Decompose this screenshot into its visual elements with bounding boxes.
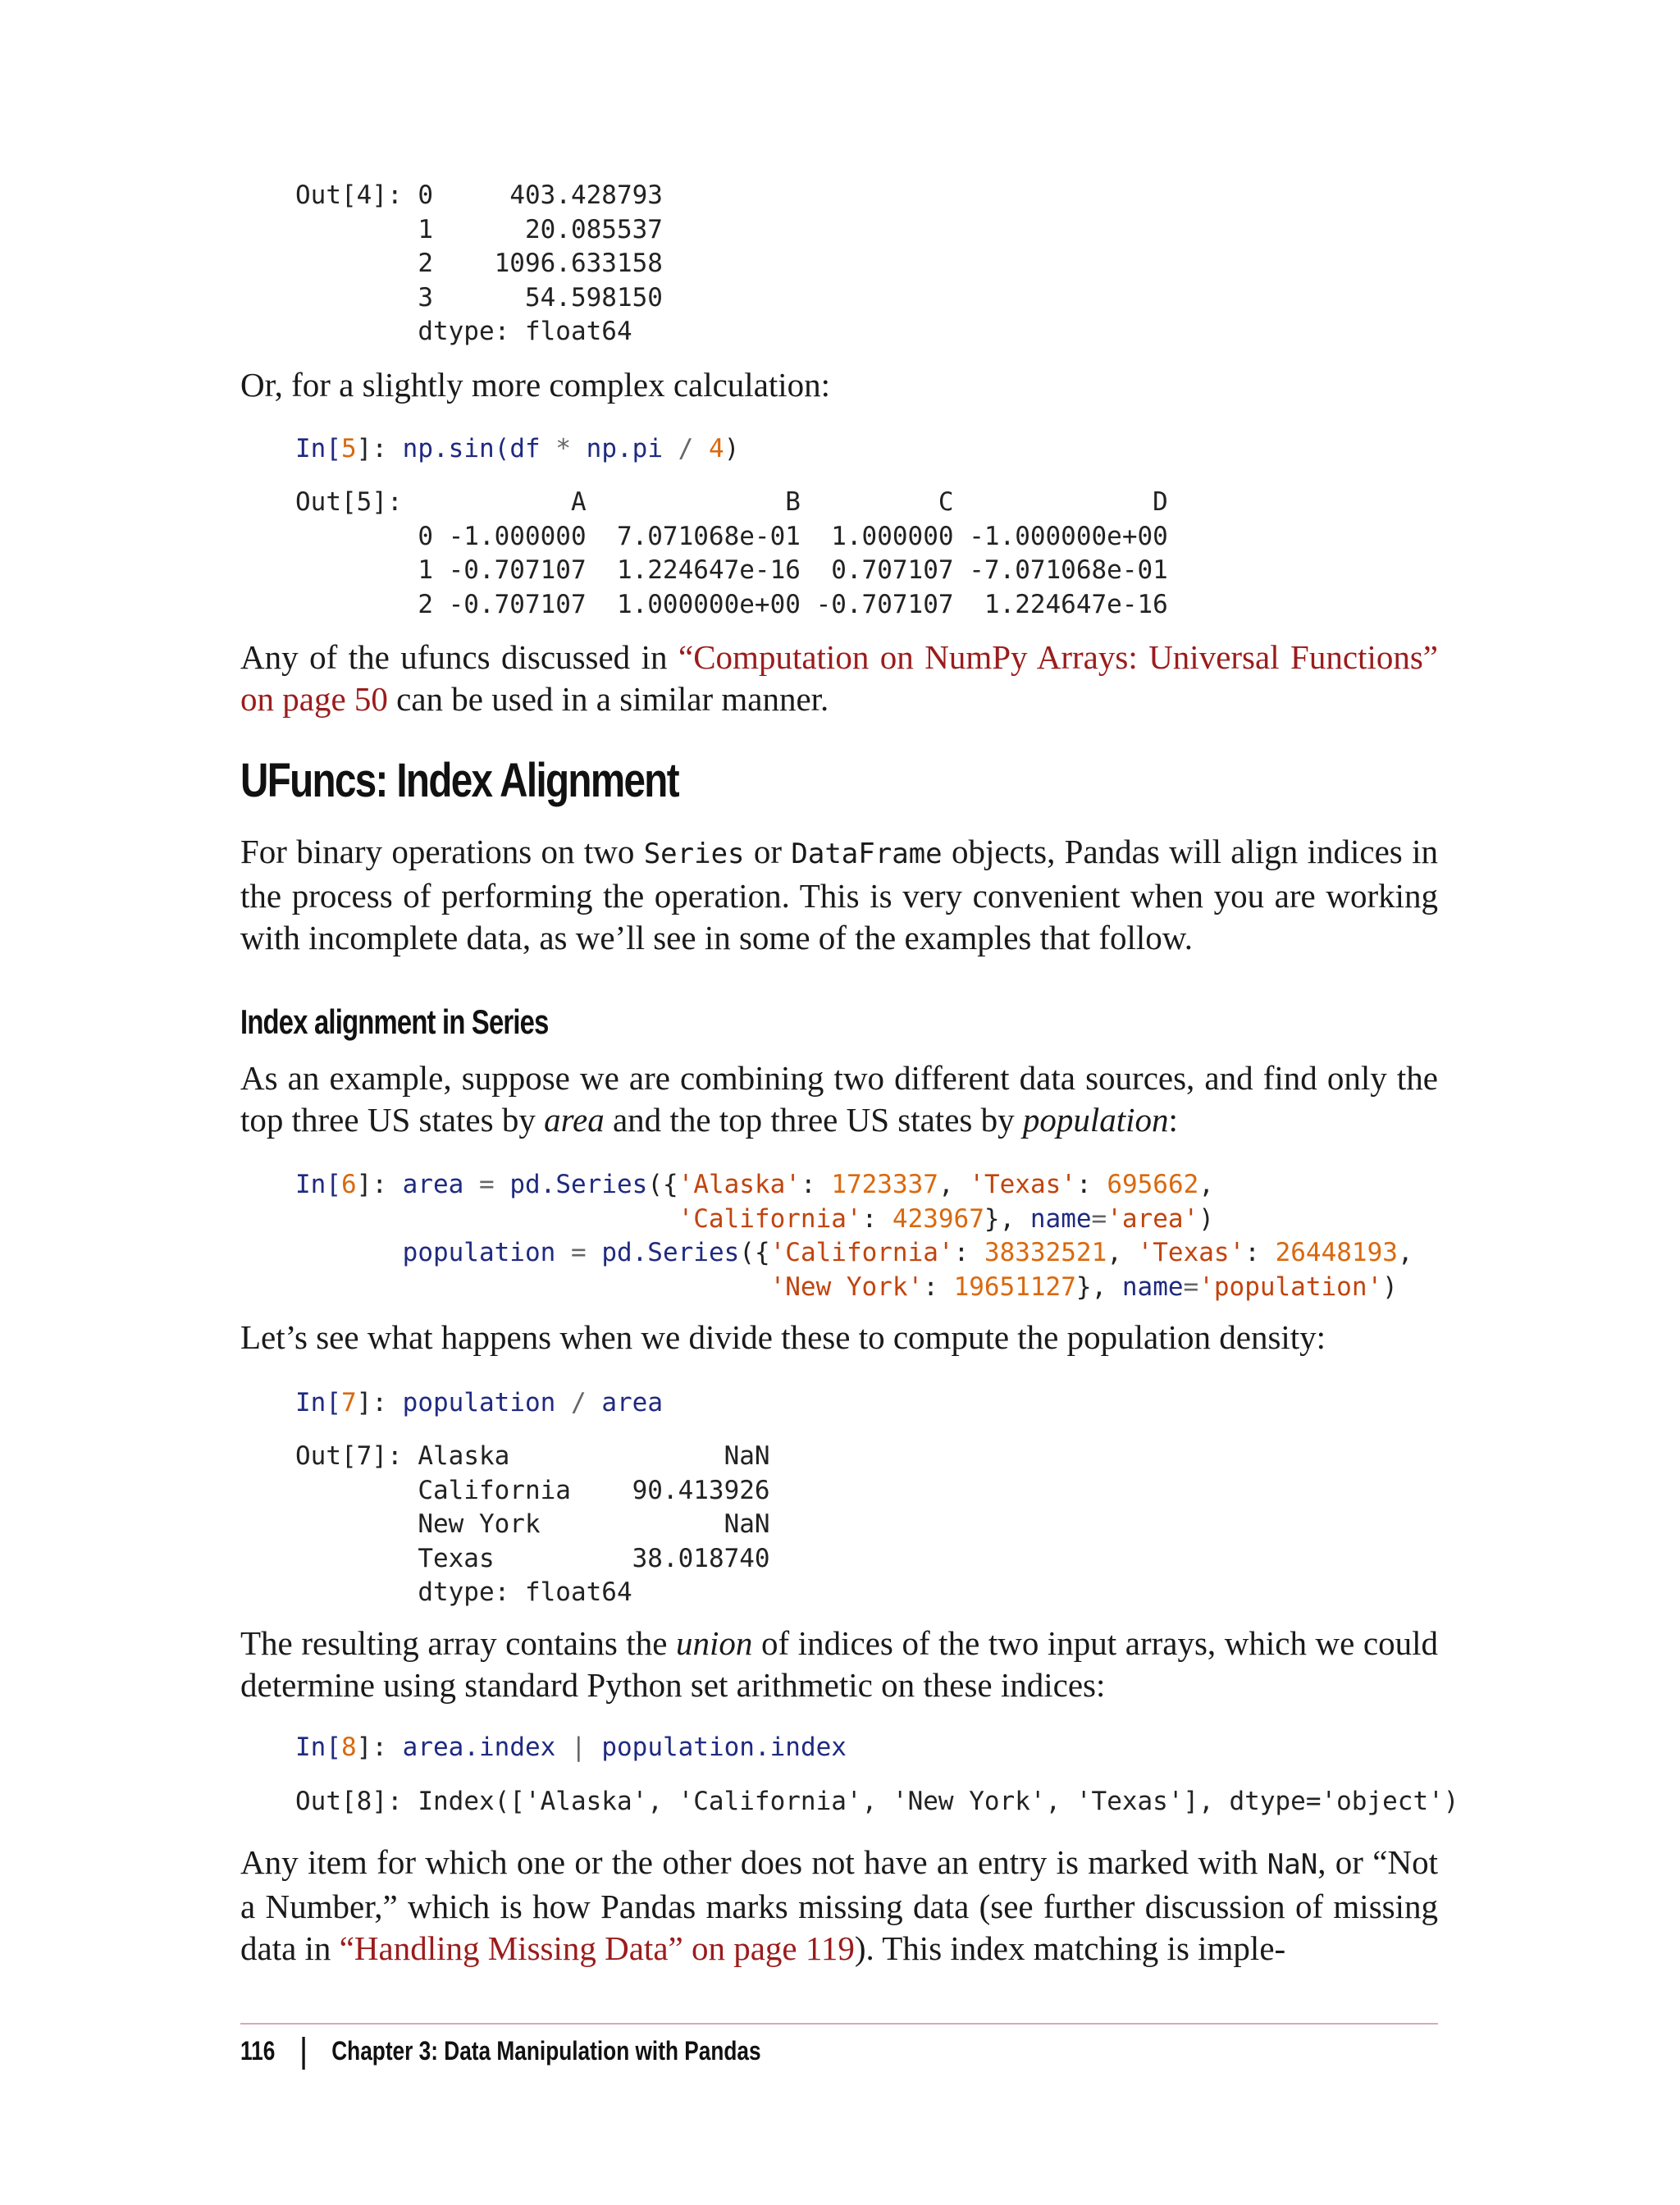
subsection-heading: Index alignment in Series — [240, 1002, 549, 1041]
dataframe-row: 2 -0.707107 1.000000e+00 -0.707107 1.224647e-16 — [418, 589, 1168, 619]
series-index: 0 — [418, 180, 433, 210]
page-footer — [240, 2036, 761, 2070]
output-prompt: Out[4]: — [295, 180, 403, 210]
output-cell-out8 — [295, 1785, 1459, 1819]
output-prompt: Out[5]: — [295, 487, 403, 517]
series-index: Texas — [418, 1543, 495, 1573]
paragraph-complex-calculation: Or, for a slightly more complex calculation: — [240, 366, 831, 404]
output-cell-out4 — [295, 179, 663, 349]
input-cell-in6: In[6]: area = pd.Series({'Alaska': 1723337, 'Texas': 695662, 'California': 423967}, name='area') population = pd.Series({'California': 38332521, 'Texas': 26448193, 'New York': 19651127}, name='population') — [295, 1170, 1413, 1302]
input-cell-in5: In[5]: np.sin(df * np.pi / 4) — [295, 434, 740, 463]
dataframe-row: 0 -1.000000 7.071068e-01 1.000000 -1.000000e+00 — [418, 521, 1168, 551]
series-value: 1096.633158 — [494, 249, 663, 278]
output-cell-out7 — [295, 1440, 770, 1610]
series-index: 2 — [418, 249, 433, 278]
series-value: NaN — [724, 1441, 770, 1471]
footer-rule — [240, 2023, 1438, 2025]
output-prompt: Out[8]: — [295, 1787, 403, 1816]
series-index: 3 — [418, 282, 433, 313]
series-value: NaN — [724, 1509, 770, 1539]
page-number: 116 — [240, 2036, 276, 2066]
series-value: 54.598150 — [524, 282, 663, 313]
dataframe-row: 1 -0.707107 1.224647e-16 0.707107 -7.071068e-01 — [418, 555, 1168, 585]
series-value: 403.428793 — [509, 180, 663, 210]
section-heading: UFuncs: Index Alignment — [240, 754, 678, 807]
paragraph-ufuncs: Any of the ufuncs discussed in “Computation on NumPy Arrays: Universal Functions” on page 50 can be used in a similar manner. — [240, 638, 1438, 718]
footer-separator — [302, 2037, 304, 2070]
series-value: 38.018740 — [632, 1543, 770, 1573]
paragraph-example: As an example, suppose we are combining two different data sources, and find only the top three US states by area and the top three US states by population: — [240, 1059, 1438, 1139]
series-index: New York — [418, 1509, 541, 1539]
paragraph-union: The resulting array contains the union of indices of the two input arrays, which we could determine using standard Python set arithmetic on these indices: — [240, 1624, 1438, 1704]
series-index: Alaska — [418, 1441, 510, 1471]
series-value: 90.413926 — [632, 1475, 770, 1505]
cross-reference-link[interactable]: “Computation on NumPy Arrays: Universal Functions” on page 50 — [240, 638, 1438, 718]
index-output: Index(['Alaska', 'California', 'New York', 'Texas'], dtype='object') — [418, 1787, 1459, 1816]
paragraph-divide: Let’s see what happens when we divide these to compute the population density: — [240, 1318, 1326, 1356]
series-value: 20.085537 — [524, 214, 663, 244]
paragraph-nan: Any item for which one or the other does not have an entry is marked with NaN, or “Not a Number,” which is how Pandas marks missing data (see further discussion of missing data in “Handling Missing Data” on page 119). This index matching is imple- — [240, 1843, 1438, 1967]
output-cell-out5 — [295, 486, 1168, 622]
input-cell-in8: In[8]: area.index | population.index — [295, 1732, 847, 1762]
dtype-line: dtype: float64 — [418, 317, 632, 346]
input-cell-in7: In[7]: population / area — [295, 1388, 663, 1418]
dtype-line: dtype: float64 — [418, 1577, 632, 1607]
series-index: California — [418, 1475, 571, 1505]
chapter-title: Chapter 3: Data Manipulation with Pandas — [331, 2036, 761, 2066]
cross-reference-link[interactable]: “Handling Missing Data” on page 119 — [339, 1929, 855, 1967]
paragraph-binary-operations: For binary operations on two Series or DataFrame objects, Pandas will align indices in the process of performing the operation. This is very convenient when you are working with incomplete data, as we’ll see in some of the examples that follow. — [240, 833, 1438, 956]
dataframe-header: A B C D — [418, 487, 1168, 517]
output-prompt: Out[7]: — [295, 1441, 403, 1471]
series-index: 1 — [418, 214, 433, 244]
